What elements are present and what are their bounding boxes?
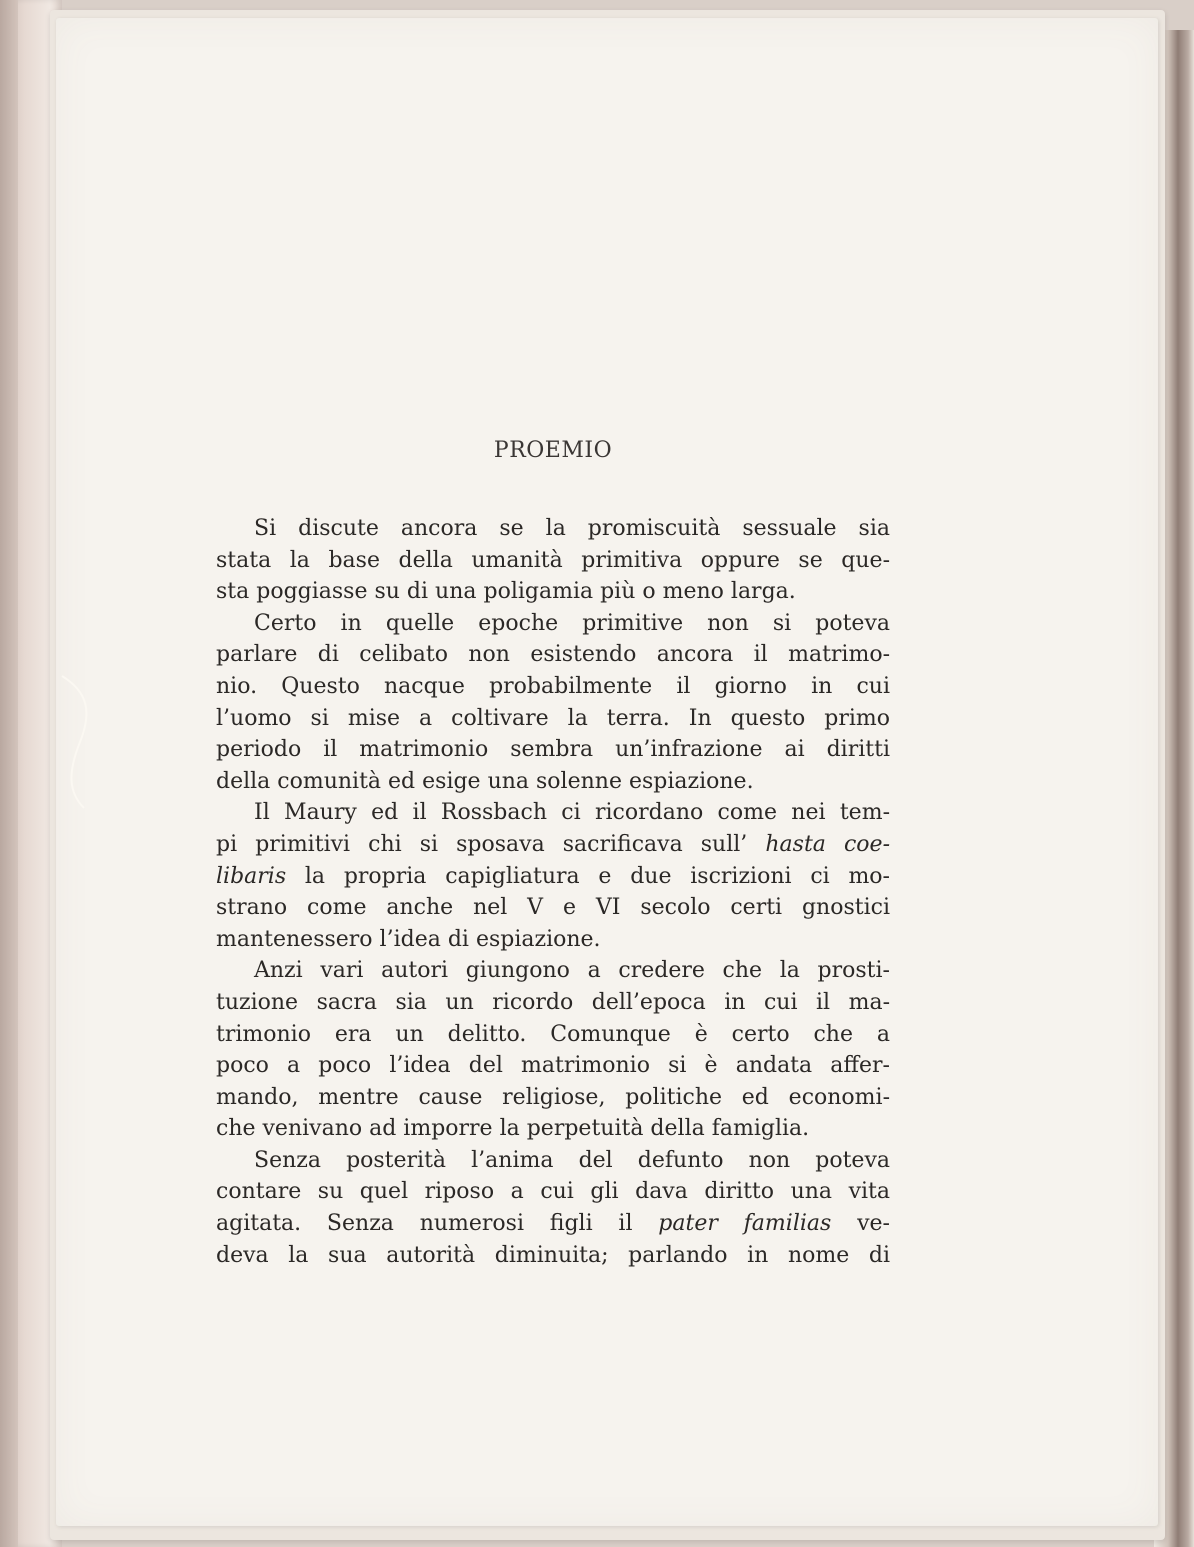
text-line: Certo in quelle epoche primitive non si poteva	[254, 610, 890, 636]
text-line: strano come anche nel V e VI secolo certi gnostici	[216, 895, 890, 921]
text-line: che venivano ad imporre la perpetuità della famiglia.	[216, 1116, 810, 1142]
text-line: l’uomo si mise a coltivare la terra. In questo primo	[216, 705, 890, 731]
text-line: libaris la propria capigliatura e due iscrizioni ci mo-	[216, 863, 890, 889]
text-line: Senza posterità l’anima del defunto non poteva	[254, 1147, 890, 1173]
text-line: Il Maury ed il Rossbach ci ricordano come nei tem-	[254, 800, 890, 826]
text-line: Si discute ancora se la promiscuità sessuale sia	[254, 516, 890, 541]
text-line: sta poggiasse su di una poligamia più o meno larga.	[216, 579, 796, 605]
text-line: periodo il matrimonio sembra un’infrazione ai diritti	[216, 737, 890, 763]
italic-term: hasta coe-	[765, 831, 890, 857]
italic-term: pater familias	[658, 1211, 832, 1237]
text-line: nio. Questo nacque probabilmente il giorno in cui	[216, 673, 890, 699]
binding-thread	[58, 672, 98, 812]
text-line: poco a poco l’idea del matrimonio si è andata affer-	[216, 1053, 890, 1079]
text-line: agitata. Senza numerosi figli il pater familias ve-	[216, 1211, 890, 1237]
chapter-title: PROEMIO	[493, 438, 613, 463]
text-line: contare su quel riposo a cui gli dava diritto una vita	[216, 1179, 890, 1205]
text-line: Anzi vari autori giungono a credere che la prosti-	[254, 958, 890, 984]
text-line: stata la base della umanità primitiva oppure se que-	[216, 547, 890, 573]
text-line: mando, mentre cause religiose, politiche ed economi-	[216, 1084, 890, 1110]
text-line: trimonio era un delitto. Comunque è certo che a	[216, 1021, 890, 1047]
italic-term: libaris	[216, 863, 287, 889]
text-line: tuzione sacra sia un ricordo dell’epoca in cui il ma-	[216, 989, 890, 1015]
text-line: della comunità ed esige una solenne espiazione.	[216, 768, 754, 794]
text-line: parlare di celibato non esistendo ancora il matrimo-	[216, 642, 890, 668]
text-line: deva la sua autorità diminuita; parlando in nome di	[216, 1242, 890, 1268]
text-line: mantenessero l’idea di espiazione.	[216, 926, 601, 952]
body-text	[216, 513, 890, 1271]
text-block	[216, 438, 890, 1271]
book-spine	[0, 0, 18, 1547]
text-line: pi primitivi chi si sposava sacrificava sull’ hasta coe-	[216, 831, 890, 857]
